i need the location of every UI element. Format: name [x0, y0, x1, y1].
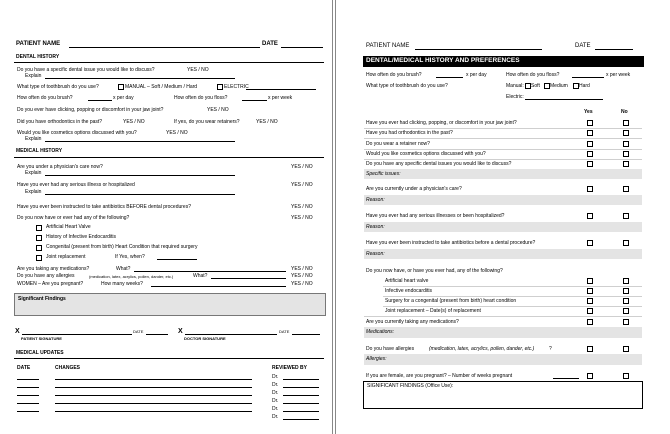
mh-q3-answer[interactable]: YES / NO — [291, 204, 313, 210]
patient-name-field[interactable] — [69, 47, 260, 48]
electric-checkbox[interactable] — [217, 84, 223, 90]
mh-q4-answer[interactable]: YES / NO — [291, 215, 313, 221]
dh-q5a-answer[interactable]: YES / NO — [123, 119, 145, 125]
joint-label: Joint replacement – Date(s) of replacement — [385, 308, 481, 314]
updates-changes-header: CHANGES — [55, 365, 81, 371]
physician-no-checkbox[interactable] — [623, 186, 629, 192]
update-date-line[interactable] — [17, 395, 39, 396]
r-brush-suffix: x per day — [466, 72, 487, 78]
update-changes-line[interactable] — [55, 403, 252, 404]
dr-label: Dr. — [272, 374, 279, 380]
section-rule — [14, 62, 324, 63]
mh-q7: WOMEN – Are you pregnant? — [17, 281, 84, 287]
condition-checkbox[interactable] — [36, 225, 42, 231]
updated-form-page — [335, 0, 670, 434]
reason-label: Reason: — [366, 224, 385, 230]
mh-q6-answer[interactable]: YES / NO — [291, 273, 313, 279]
mh-q2-answer[interactable]: YES / NO — [291, 182, 313, 188]
dr-label: Dr. — [272, 398, 279, 404]
medications-no-checkbox[interactable] — [623, 319, 629, 325]
r-patient-name-label: PATIENT NAME — [366, 43, 410, 49]
r-floss-label: How often do you floss? — [506, 72, 560, 78]
update-changes-line[interactable] — [55, 379, 252, 380]
patient-name-label: PATIENT NAME — [16, 41, 61, 47]
update-changes-line[interactable] — [55, 411, 252, 412]
form-title-bar — [363, 56, 644, 67]
medium-label: Medium — [550, 83, 568, 89]
medications-field[interactable] — [364, 327, 642, 338]
row-divider — [364, 316, 642, 317]
mh-q2-explain-field[interactable] — [45, 194, 235, 195]
r-brush-label: How often do you brush? — [366, 72, 422, 78]
dh-q1: Do you have a specific dental issue you would like to discuss? — [17, 67, 155, 73]
dh-q6-explain-label: Explain — [25, 136, 42, 142]
dh-explain-field[interactable] — [45, 78, 235, 79]
update-reviewer-line[interactable] — [283, 403, 319, 404]
pregnant-no-checkbox[interactable] — [623, 373, 629, 379]
cosmetic-yes-checkbox[interactable] — [587, 151, 593, 157]
ortho-no-checkbox[interactable] — [623, 130, 629, 136]
update-reviewer-line[interactable] — [283, 419, 319, 420]
update-changes-line[interactable] — [55, 395, 252, 396]
significant-findings-label: Significant Findings — [18, 296, 66, 302]
jaw-question: Have you ever had clicking, popping, or discomfort in your jaw joint? — [366, 120, 517, 126]
update-changes-line[interactable] — [55, 387, 252, 388]
soft-label: Soft — [531, 83, 540, 89]
allergies-label: Allergies: — [366, 356, 387, 362]
update-reviewer-line[interactable] — [283, 387, 319, 388]
pregnant-yes-checkbox[interactable] — [587, 373, 593, 379]
medications-label: Medications: — [366, 329, 395, 335]
condition-label: History of Infective Endocarditis — [46, 234, 117, 240]
r-electric-field[interactable] — [525, 99, 603, 100]
row-divider — [364, 149, 642, 150]
retainer-question: Do you wear a retainer now? — [366, 141, 430, 147]
physician-yes-checkbox[interactable] — [587, 186, 593, 192]
section-rule — [14, 157, 324, 158]
dh-q2: What type of toothbrush do you use? — [17, 84, 99, 90]
update-date-line[interactable] — [17, 387, 39, 388]
mh-q5-answer[interactable]: YES / NO — [291, 266, 313, 272]
row-divider — [364, 128, 642, 129]
dh-electric-label: ELECTRIC — [224, 84, 249, 90]
r-toothbrush-label: What type of toothbrush do you use? — [366, 83, 448, 89]
dh-q4: Do you ever have clicking, popping or discomfort in your jaw joint? — [17, 107, 164, 113]
r-patient-name-field[interactable] — [415, 49, 542, 50]
jaw-yes-checkbox[interactable] — [587, 120, 593, 126]
valve-yes-checkbox[interactable] — [587, 278, 593, 284]
row-divider — [383, 286, 642, 287]
condition-label: Congenital (present from birth) Heart Condition that required surgery — [46, 244, 198, 250]
manual-checkbox[interactable] — [118, 84, 124, 90]
mh-q5-what: What? — [116, 266, 131, 272]
dh-q5b: If yes, do you wear retainers? — [174, 119, 240, 125]
mh-q6-note: (medication, latex, acrylics, pollen, dander, etc.) — [89, 274, 174, 279]
update-reviewer-line[interactable] — [283, 395, 319, 396]
dh-q4-answer[interactable]: YES / NO — [207, 107, 229, 113]
mh-q1-explain-field[interactable] — [45, 175, 235, 176]
patient-sig-x: X — [15, 328, 20, 335]
update-date-line[interactable] — [17, 379, 39, 380]
joint-yes-checkbox[interactable] — [587, 308, 593, 314]
dh-q1-answer[interactable]: YES / NO — [187, 67, 209, 73]
joint-when-label: If Yes, when? — [115, 254, 145, 260]
dr-label: Dr. — [272, 406, 279, 412]
r-floss-field[interactable] — [572, 77, 604, 78]
valve-label: Artificial heart valve — [385, 278, 429, 284]
jaw-no-checkbox[interactable] — [623, 120, 629, 126]
mh-q4: Do you now have or ever had any of the following? — [17, 215, 130, 221]
allergies-no-checkbox[interactable] — [623, 346, 629, 352]
dh-q6-explain-field[interactable] — [45, 141, 235, 142]
allergies-field[interactable] — [211, 278, 286, 279]
update-date-line[interactable] — [17, 403, 39, 404]
reason-label: Reason: — [366, 251, 385, 257]
dr-label: Dr. — [272, 414, 279, 420]
mh-q1-answer[interactable]: YES / NO — [291, 164, 313, 170]
doctor-sig-date-field[interactable] — [292, 334, 320, 335]
dh-q3a-suffix: x per day — [113, 95, 134, 101]
dental-history-heading: DENTAL HISTORY — [16, 54, 60, 60]
dh-q3b-suffix: x per week — [268, 95, 293, 101]
mh-q6: Do you have any allergies — [17, 273, 75, 279]
dh-q3b: How often do you floss? — [174, 95, 228, 101]
medications-question: Are you currently taking any medications? — [366, 319, 459, 325]
endocarditis-yes-checkbox[interactable] — [587, 288, 593, 294]
r-electric-label: Electric: — [506, 94, 524, 100]
mh-q7-weeks: How many weeks? — [101, 281, 143, 287]
illness-reason-field[interactable] — [364, 222, 642, 232]
antibiotics-no-checkbox[interactable] — [623, 240, 629, 246]
joint-when-field[interactable] — [157, 259, 197, 260]
electric-field[interactable] — [246, 89, 316, 90]
r-manual-label: Manual: — [506, 83, 524, 89]
dr-label: Dr. — [272, 390, 279, 396]
patient-sig-date-label: DATE — [133, 329, 144, 334]
allergies-yes-checkbox[interactable] — [587, 346, 593, 352]
dr-label: Dr. — [272, 382, 279, 388]
r-date-label: DATE — [575, 43, 591, 49]
r-date-field[interactable] — [595, 49, 633, 50]
dental-issue-yes-checkbox[interactable] — [587, 161, 593, 167]
specific-issues-field[interactable] — [364, 169, 642, 179]
patient-sig-date-field[interactable] — [146, 334, 168, 335]
allergies-question-mark: ? — [549, 346, 552, 352]
allergies-question: Do you have allergies — [366, 346, 415, 352]
significant-findings-box[interactable] — [363, 381, 643, 409]
hard-label: Hard — [579, 83, 590, 89]
illness-no-checkbox[interactable] — [623, 213, 629, 219]
dh-q3a: How often do you brush? — [17, 95, 73, 101]
valve-no-checkbox[interactable] — [623, 278, 629, 284]
condition-label: Artificial Heart Valve — [46, 224, 91, 230]
ortho-yes-checkbox[interactable] — [587, 130, 593, 136]
floss-field[interactable] — [242, 100, 267, 101]
dental-issue-question: Do you have any specific dental issues you would like to discuss? — [366, 161, 512, 167]
row-divider — [383, 306, 642, 307]
antibiotics-yes-checkbox[interactable] — [587, 240, 593, 246]
dh-q5a: Did you have orthodontics in the past? — [17, 119, 103, 125]
antibiotics-reason-field[interactable] — [364, 249, 642, 259]
medical-updates-heading: MEDICAL UPDATES — [16, 350, 64, 356]
physician-question: Are you currently under a physician's care? — [366, 186, 462, 192]
condition-label: Joint replacement — [46, 254, 86, 260]
mh-q2-explain-label: Explain — [25, 189, 42, 195]
date-field[interactable] — [281, 47, 323, 48]
allergies-field[interactable] — [364, 354, 642, 365]
physician-reason-field[interactable] — [364, 195, 642, 205]
endocarditis-label: Infective endocarditis — [385, 288, 432, 294]
mh-q6-what: What? — [193, 273, 208, 279]
patient-sig-caption: PATIENT SIGNATURE — [21, 336, 62, 341]
following-question: Do you now have, or have you ever had, any of the following? — [366, 268, 503, 274]
mh-q7-answer[interactable]: YES / NO — [291, 281, 313, 287]
joint-no-checkbox[interactable] — [623, 308, 629, 314]
mh-q1: Are you under a physician's care now? — [17, 164, 103, 170]
r-brush-field[interactable] — [436, 77, 463, 78]
allergies-note: (medication, latex, acrylics, pollen, dander, etc.) — [429, 346, 535, 352]
congenital-no-checkbox[interactable] — [623, 298, 629, 304]
mh-q1-explain-label: Explain — [25, 170, 42, 176]
doctor-signature-field[interactable] — [185, 334, 277, 335]
weeks-field[interactable] — [151, 286, 286, 287]
mh-q3: Have you ever been instructed to take antibiotics BEFORE dental procedures? — [17, 204, 191, 210]
form-title: DENTAL/MEDICAL HISTORY AND PREFERENCES — [366, 57, 520, 64]
antibiotics-question: Have you ever been instructed to take antibiotics before a dental procedure? — [366, 240, 536, 246]
ortho-question: Have you had orthodontics in the past? — [366, 130, 453, 136]
medications-field[interactable] — [134, 271, 286, 272]
section-rule — [14, 358, 324, 359]
endocarditis-no-checkbox[interactable] — [623, 288, 629, 294]
specific-issues-label: Specific issues: — [366, 171, 401, 177]
mh-q2: Have you ever had any serious illness or hospitalized — [17, 182, 135, 188]
row-divider — [383, 296, 642, 297]
row-divider — [364, 159, 642, 160]
doctor-sig-date-label: DATE — [279, 329, 290, 334]
weeks-pregnant-field[interactable] — [553, 378, 579, 379]
retainer-no-checkbox[interactable] — [623, 141, 629, 147]
congenital-yes-checkbox[interactable] — [587, 298, 593, 304]
retainer-yes-checkbox[interactable] — [587, 141, 593, 147]
illness-yes-checkbox[interactable] — [587, 213, 593, 219]
medical-history-heading: MEDICAL HISTORY — [16, 148, 63, 154]
significant-findings-label: SIGNIFICANT FINDINGS (Office Use): — [367, 383, 454, 389]
date-label: DATE — [262, 41, 278, 47]
no-column-header: No — [621, 109, 628, 115]
condition-checkbox[interactable] — [36, 255, 42, 261]
doctor-sig-x: X — [178, 328, 183, 335]
pregnant-question: If you are female, are you pregnant? – Number of weeks pregnant — [366, 373, 513, 379]
dh-q6-answer[interactable]: YES / NO — [166, 130, 188, 136]
congenital-label: Surgery for a congenital (present from birth) heart condition — [385, 298, 517, 304]
yes-column-header: Yes — [584, 109, 593, 115]
update-reviewer-line[interactable] — [283, 411, 319, 412]
illness-question: Have you ever had any serious illnesses or been hospitalized? — [366, 213, 505, 219]
medications-yes-checkbox[interactable] — [587, 319, 593, 325]
update-date-line[interactable] — [17, 411, 39, 412]
cosmetic-question: Would you like cosmetics options discussed with you? — [366, 151, 486, 157]
mh-q5: Are you taking any medications? — [17, 266, 90, 272]
patient-signature-field[interactable] — [22, 334, 132, 335]
updates-date-header: DATE — [17, 365, 31, 371]
r-floss-suffix: x per week — [606, 72, 631, 78]
cosmetic-no-checkbox[interactable] — [623, 151, 629, 157]
condition-checkbox[interactable] — [36, 245, 42, 251]
dh-q6: Would you like cosmetics options discussed with you? — [17, 130, 137, 136]
legacy-form-page — [0, 0, 333, 434]
significant-findings-box[interactable] — [14, 293, 326, 316]
doctor-sig-caption: DOCTOR SIGNATURE — [184, 336, 226, 341]
dh-manual-label: MANUAL – Soft / Medium / Hard — [125, 84, 198, 90]
dental-issue-no-checkbox[interactable] — [623, 161, 629, 167]
condition-checkbox[interactable] — [36, 235, 42, 241]
dh-explain-label: Explain — [25, 73, 42, 79]
brush-field[interactable] — [88, 100, 112, 101]
reason-label: Reason: — [366, 197, 385, 203]
updates-reviewed-header: REVIEWED BY — [272, 365, 308, 371]
update-reviewer-line[interactable] — [283, 379, 319, 380]
dh-q5b-answer[interactable]: YES / NO — [256, 119, 278, 125]
row-divider — [364, 138, 642, 139]
